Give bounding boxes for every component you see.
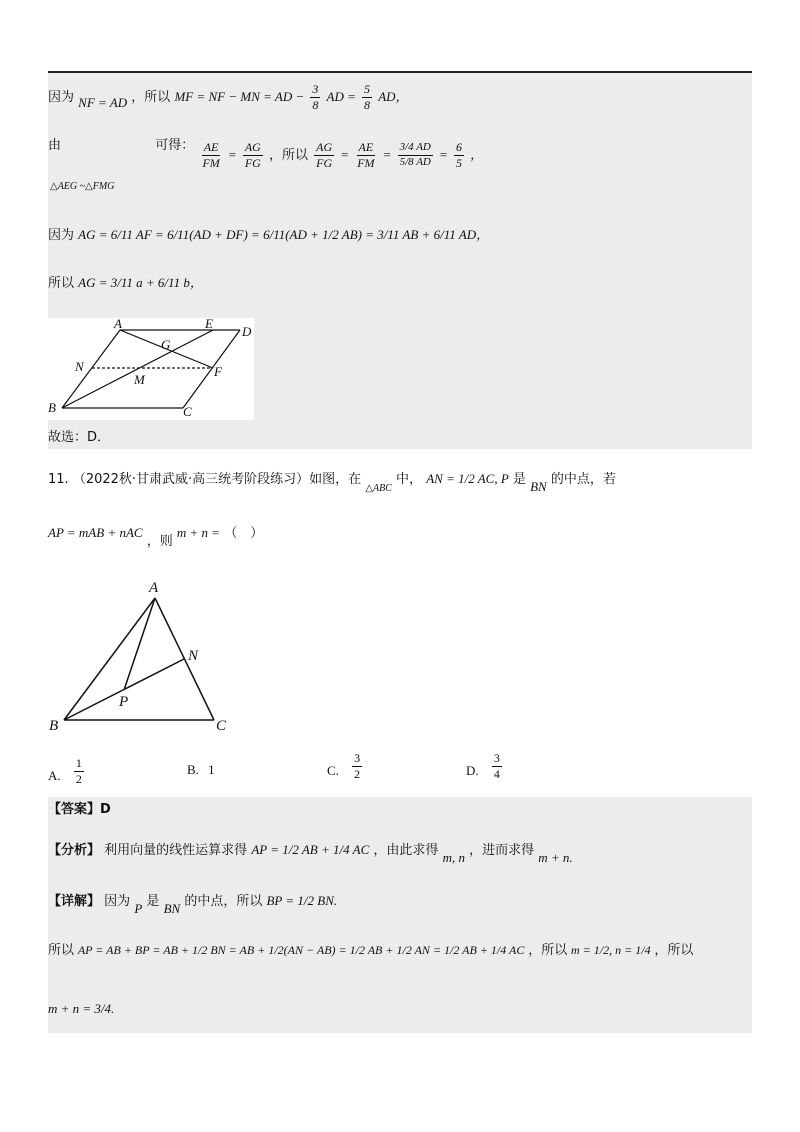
option-a[interactable]: A. $\frac{1}{2}$ — [48, 756, 82, 786]
solution-line-1: 因为 NF = AD ，所以 MF = NF − MN = AD − $\frac{3}{8}$ AD = $\frac{5}{8}$ AD， — [48, 82, 409, 112]
solution-line-2: 由 △AEG ~△FMG 可得： $\frac{AE}{FM}$ = $\frac{AG}{FG}$ ，所以 $\frac{AG}{FG}$ = $\frac{AE}{FM}$ = $\frac{3/4 AD}{5/8 AD}$ = $\frac{6}{5}$ ， — [48, 138, 484, 192]
choose-answer: 故选：D． — [48, 430, 111, 445]
answer-background — [48, 797, 752, 1033]
label-E: E — [205, 318, 213, 331]
label-P: P — [119, 694, 129, 710]
label-D: D — [242, 324, 252, 339]
question-line-2: AP = mAB + nAC ，则 m + n = （ ） — [48, 525, 264, 549]
label-C: C — [183, 404, 192, 419]
detail-line-1: 【详解】 因为 P 是 BN 的中点，所以 BP = 1/2 BN. — [48, 893, 338, 916]
answer-label: 【答案】D — [48, 802, 111, 817]
label-A: A — [114, 318, 122, 331]
solution-line-3: 因为 AG = 6/11 AF = 6/11(AD + DF) = 6/11(AD + 1/2 AB) = 3/11 AB + 6/11 AD， — [48, 227, 490, 243]
label-B: B — [48, 400, 56, 415]
detail-line-2: 所以 AP = AB + BP = AB + 1/2 BN = AB + 1/2(AN − AB) = 1/2 AB + 1/2 AN = 1/2 AB + 1/4 AC ，所以 m = 1/2, n = 1/4 ，所以 — [48, 943, 694, 958]
label-B: B — [49, 718, 59, 734]
parallelogram-figure — [48, 318, 254, 420]
option-d[interactable]: D. $\frac{3}{4}$ — [466, 751, 500, 781]
option-b[interactable]: B. 1 — [187, 762, 215, 777]
detail-line-3: m + n = 3/4. — [48, 1001, 115, 1016]
label-A: A — [149, 580, 159, 596]
label-F: F — [214, 364, 222, 379]
solution-line-4: 所以 AG = 3/11 a + 6/11 b， — [48, 275, 203, 291]
triangle-figure — [48, 578, 238, 736]
label-M: M — [134, 372, 145, 387]
option-c[interactable]: C. $\frac{3}{2}$ — [327, 751, 361, 781]
label-C: C — [216, 718, 227, 734]
edge-AB — [64, 598, 155, 720]
label-N: N — [188, 648, 199, 664]
label-G: G — [161, 337, 171, 352]
question-line-1: 11. （2022秋·甘肃武威·高三统考阶段练习）如图，在 $_{\triangle ABC}$ 中， AN = 1/2 AC, P 是 BN 的中点，若 — [48, 471, 616, 494]
edge-AC — [155, 598, 214, 720]
analysis-line: 【分析】 利用向量的线性运算求得 AP = 1/2 AB + 1/4 AC ，由此求得 m, n ，进而求得 m + n. — [48, 842, 573, 865]
label-N: N — [75, 359, 84, 374]
